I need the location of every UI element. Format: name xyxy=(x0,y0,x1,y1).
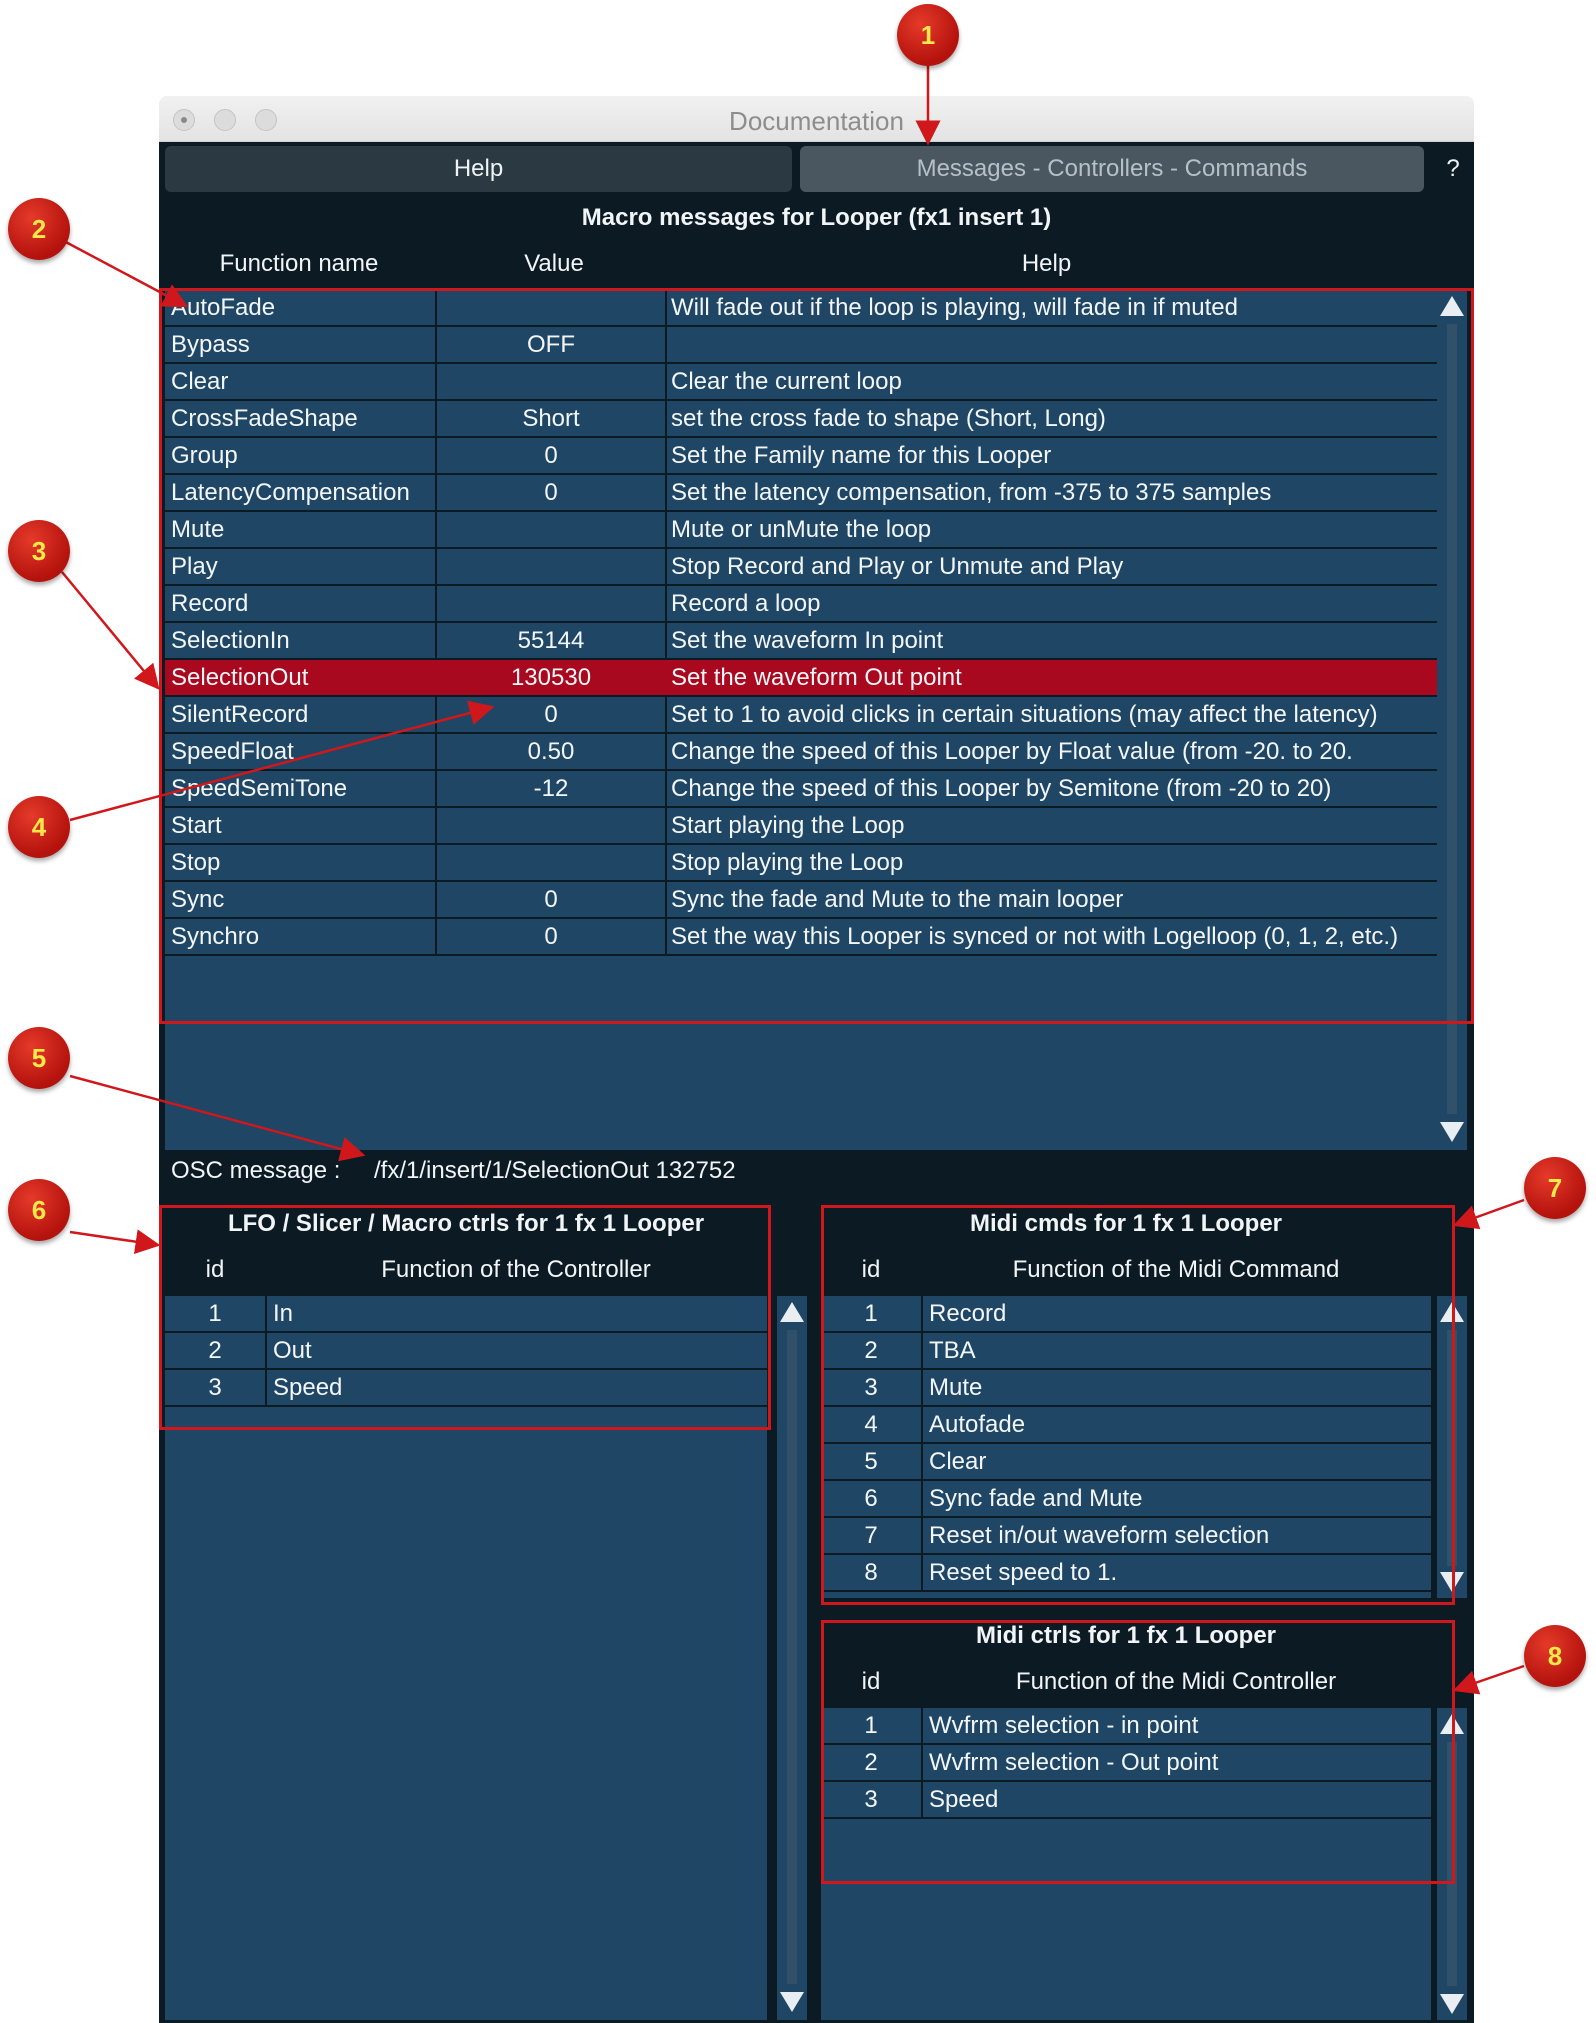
macro-cell-value: 0 xyxy=(544,479,558,506)
macro-cell-help: Mute or unMute the loop xyxy=(671,516,932,543)
callout-badge-4: 4 xyxy=(8,796,70,858)
callout-badge-3: 3 xyxy=(8,520,70,582)
midi-cmds-cell-func: Record xyxy=(929,1300,1007,1327)
window-title: Documentation xyxy=(729,106,904,136)
midi-cmds-title: Midi cmds for 1 fx 1 Looper xyxy=(969,1210,1283,1237)
macro-cell-value: 0.50 xyxy=(527,738,575,765)
macro-cell-name: LatencyCompensation xyxy=(171,479,410,506)
midi-cmds-cell-id: 7 xyxy=(864,1522,878,1549)
macro-cell-help: Start playing the Loop xyxy=(671,812,905,839)
macro-header-help[interactable]: Help xyxy=(1021,250,1072,277)
midi-cmds-cell-id: 8 xyxy=(864,1559,878,1586)
midi-ctrls-cell-func: Speed xyxy=(929,1786,999,1813)
macro-cell-value: 0 xyxy=(544,886,558,913)
macro-cell-help: Set the latency compensation, from -375 to 375 samples xyxy=(671,479,1272,506)
macro-cell-name: SelectionOut xyxy=(171,664,309,691)
macro-cell-name: Play xyxy=(171,553,218,580)
midi-cmds-cell-id: 2 xyxy=(864,1337,878,1364)
macro-cell-help: Stop playing the Loop xyxy=(671,849,904,876)
macro-cell-name: CrossFadeShape xyxy=(171,405,358,432)
midi-ctrls-title: Midi ctrls for 1 fx 1 Looper xyxy=(975,1622,1277,1649)
macro-cell-help: Stop Record and Play or Unmute and Play xyxy=(671,553,1124,580)
macro-cell-help: Set the way this Looper is synced or not with Logelloop (0, 1, 2, etc.) xyxy=(671,923,1399,950)
lfo-cell-func: Out xyxy=(273,1337,312,1364)
macro-header-name[interactable]: Function name xyxy=(219,250,379,277)
lfo-cell-id: 2 xyxy=(208,1337,222,1364)
macro-cell-name: Synchro xyxy=(171,923,260,950)
midi-cmds-header-function[interactable]: Function of the Midi Command xyxy=(1012,1256,1340,1283)
lfo-header-function[interactable]: Function of the Controller xyxy=(381,1256,651,1283)
tab-messages-controllers-commands[interactable]: Messages - Controllers - Commands xyxy=(800,146,1424,192)
macro-cell-name: SilentRecord xyxy=(171,701,309,728)
macro-cell-help: Change the speed of this Looper by Semitone (from -20 to 20) xyxy=(671,775,1332,802)
macro-cell-value: 0 xyxy=(544,923,558,950)
macro-cell-name: AutoFade xyxy=(171,294,276,321)
callout-badge-6: 6 xyxy=(8,1179,70,1241)
callout-badge-1: 1 xyxy=(897,4,959,66)
midi-cmds-cell-func: TBA xyxy=(929,1337,976,1364)
callout-badge-2: 2 xyxy=(8,198,70,260)
midi-cmds-cell-id: 6 xyxy=(864,1485,878,1512)
macro-cell-value: -12 xyxy=(533,775,569,802)
macro-cell-name: Sync xyxy=(171,886,225,913)
osc-message-value: /fx/1/insert/1/SelectionOut 132752 xyxy=(374,1157,736,1184)
macro-cell-help: Clear the current loop xyxy=(671,368,902,395)
macro-cell-help: Sync the fade and Mute to the main looper xyxy=(671,886,1124,913)
macro-cell-help: set the cross fade to shape (Short, Long) xyxy=(671,405,1106,432)
lfo-cell-func: In xyxy=(273,1300,294,1327)
lfo-cell-id: 3 xyxy=(208,1374,222,1401)
midi-ctrls-cell-id: 1 xyxy=(864,1712,878,1739)
lfo-cell-func: Speed xyxy=(273,1374,343,1401)
midi-cmds-cell-id: 3 xyxy=(864,1374,878,1401)
midi-cmds-cell-func: Sync fade and Mute xyxy=(929,1485,1143,1512)
midi-cmds-cell-func: Clear xyxy=(929,1448,987,1475)
macro-cell-name: Record xyxy=(171,590,249,617)
midi-cmds-cell-func: Mute xyxy=(929,1374,983,1401)
callout-badge-8: 8 xyxy=(1524,1625,1586,1687)
macro-cell-value: OFF xyxy=(527,331,575,358)
macro-cell-value: Short xyxy=(522,405,580,432)
tab-help[interactable]: Help xyxy=(165,146,792,192)
macro-cell-name: SpeedSemiTone xyxy=(171,775,348,802)
lfo-title: LFO / Slicer / Macro ctrls for 1 fx 1 Looper xyxy=(227,1210,705,1237)
macro-cell-help: Set the Family name for this Looper xyxy=(671,442,1052,469)
macro-cell-value: 130530 xyxy=(510,664,592,691)
midi-cmds-cell-id: 5 xyxy=(864,1448,878,1475)
macro-cell-name: Stop xyxy=(171,849,221,876)
macro-cell-help: Record a loop xyxy=(671,590,821,617)
midi-cmds-cell-func: Autofade xyxy=(929,1411,1026,1438)
midi-cmds-cell-id: 4 xyxy=(864,1411,878,1438)
macro-cell-name: SelectionIn xyxy=(171,627,290,654)
macro-cell-name: Group xyxy=(171,442,238,469)
midi-ctrls-cell-id: 3 xyxy=(864,1786,878,1813)
midi-cmds-header-id[interactable]: id xyxy=(861,1256,881,1283)
macro-cell-help: Will fade out if the loop is playing, will fade in if muted xyxy=(671,294,1238,321)
midi-cmds-cell-func: Reset in/out waveform selection xyxy=(929,1522,1270,1549)
osc-message-label: OSC message : xyxy=(171,1157,341,1184)
midi-ctrls-header-id[interactable]: id xyxy=(861,1668,881,1695)
midi-ctrls-cell-func: Wvfrm selection - in point xyxy=(929,1712,1199,1739)
midi-cmds-cell-id: 1 xyxy=(864,1300,878,1327)
midi-cmds-cell-func: Reset speed to 1. xyxy=(929,1559,1118,1586)
lfo-cell-id: 1 xyxy=(208,1300,222,1327)
macro-cell-name: Clear xyxy=(171,368,229,395)
macro-header-value[interactable]: Value xyxy=(524,250,584,277)
macro-cell-help: Set to 1 to avoid clicks in certain situations (may affect the latency) xyxy=(671,701,1378,728)
callout-badge-7: 7 xyxy=(1524,1157,1586,1219)
help-question-button[interactable]: ? xyxy=(1446,155,1460,182)
macro-cell-name: Mute xyxy=(171,516,225,543)
macro-cell-name: Start xyxy=(171,812,222,839)
macro-cell-name: SpeedFloat xyxy=(171,738,294,765)
macro-cell-value: 0 xyxy=(544,701,558,728)
macro-title: Macro messages for Looper (fx1 insert 1) xyxy=(581,204,1052,231)
macro-cell-value: 0 xyxy=(544,442,558,469)
midi-ctrls-cell-id: 2 xyxy=(864,1749,878,1776)
macro-cell-name: Bypass xyxy=(171,331,250,358)
macro-cell-value: 55144 xyxy=(517,627,585,654)
macro-cell-help: Set the waveform Out point xyxy=(671,664,962,691)
macro-cell-help: Change the speed of this Looper by Float value (from -20. to 20. xyxy=(671,738,1353,765)
midi-ctrls-header-function[interactable]: Function of the Midi Controller xyxy=(1015,1668,1337,1695)
callout-badge-5: 5 xyxy=(8,1027,70,1089)
midi-ctrls-cell-func: Wvfrm selection - Out point xyxy=(929,1749,1219,1776)
macro-cell-help: Set the waveform In point xyxy=(671,627,944,654)
lfo-header-id[interactable]: id xyxy=(205,1256,225,1283)
